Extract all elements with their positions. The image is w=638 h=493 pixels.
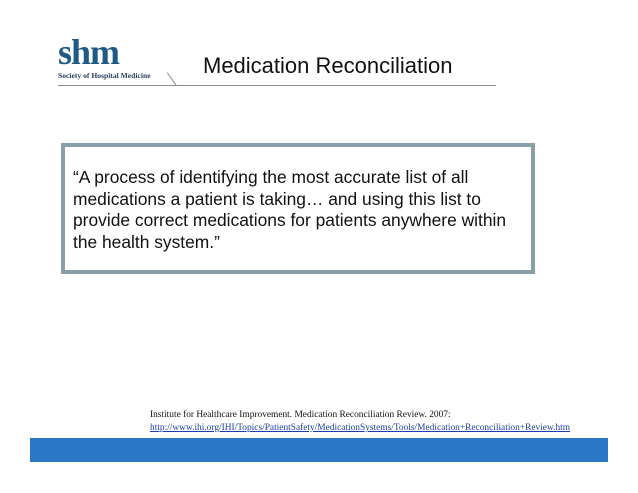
title-divider — [58, 85, 496, 86]
definition-quote: “A process of identifying the most accurate list of all medications a patient is taking… and using this list to provide correct medications for patients anywhere within the health system.” — [73, 167, 507, 252]
citation-text: Institute for Healthcare Improvement. Medication Reconciliation Review. 2007: — [150, 410, 451, 420]
logo-tagline: Society of Hospital Medicine — [58, 71, 151, 80]
citation-link[interactable]: http://www.ihi.org/IHI/Topics/PatientSafety/MedicationSystems/Tools/Medication+Reconciliation+Review.htm — [150, 423, 571, 433]
citation — [150, 409, 620, 435]
shm-logo — [58, 32, 183, 82]
slide-title: Medication Reconciliation — [203, 53, 453, 78]
logo-mark: shm — [58, 32, 120, 72]
definition-quote-box — [61, 143, 535, 274]
footer-bar — [30, 438, 608, 462]
